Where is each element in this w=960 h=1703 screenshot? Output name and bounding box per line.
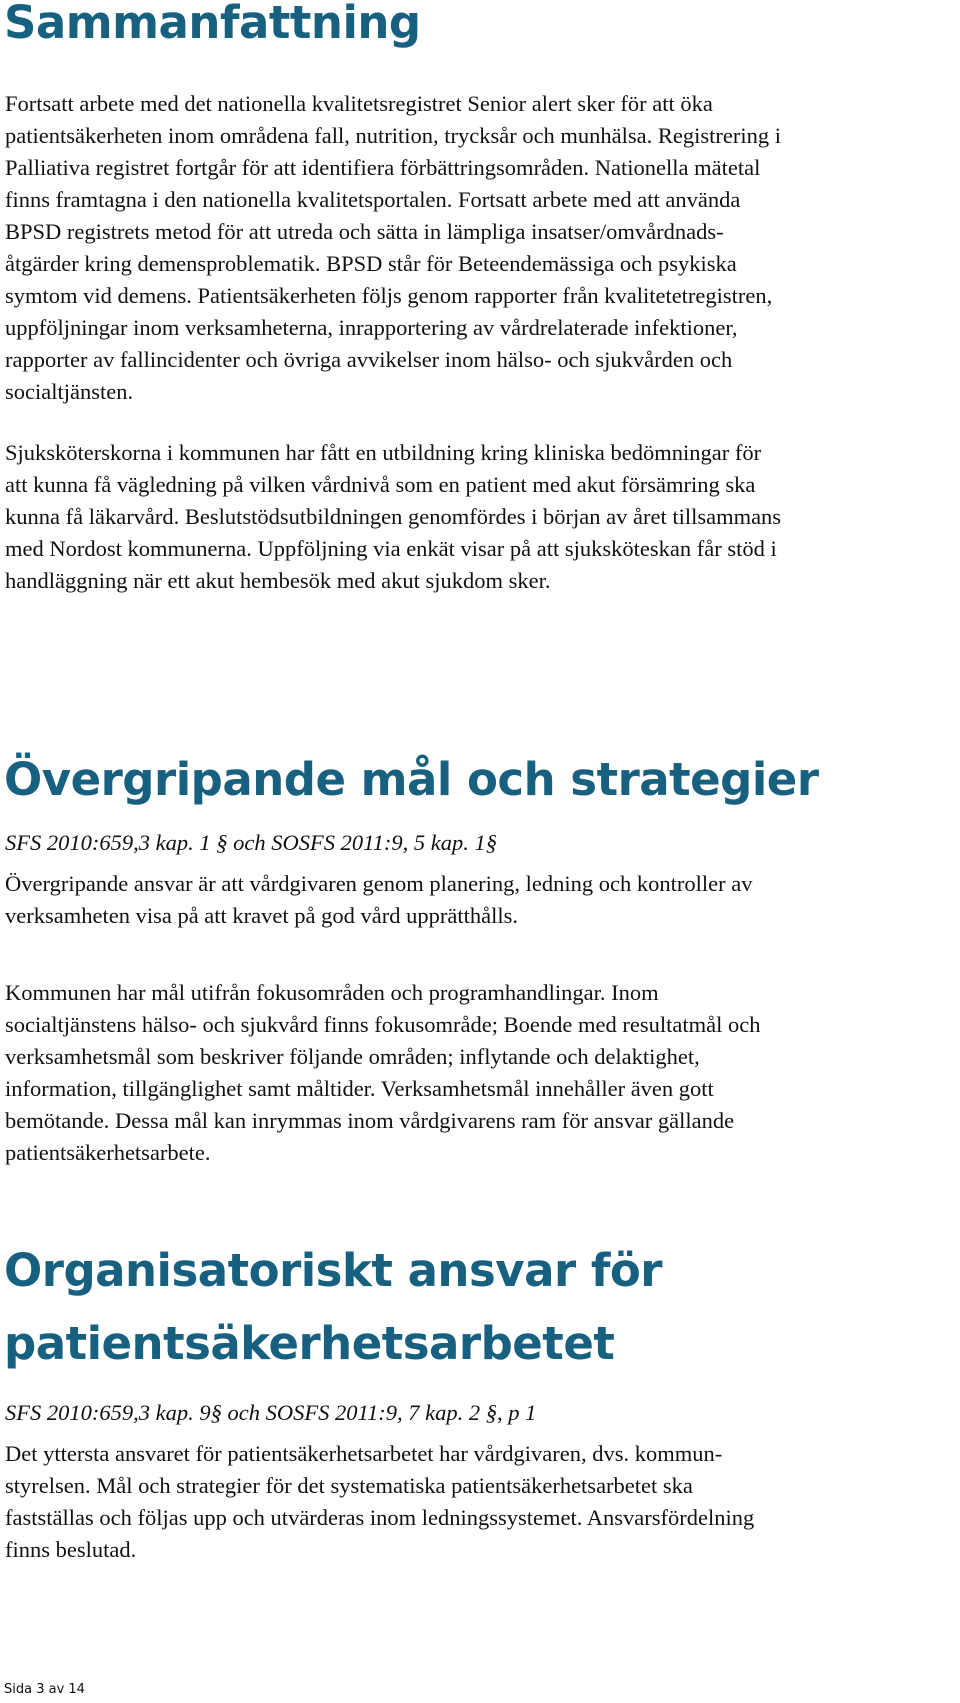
heading-overgripande-mal: Övergripande mål och strategier [4,753,819,806]
page-number: Sida 3 av 14 [4,1682,85,1697]
paragraph-organisation: Det yttersta ansvaret för patientsäkerhetsarbetet har vårdgivaren, dvs. kommun- styrelsen. Mål och strategier för det systematiska patientsäkerhetsarbetet ska fastställas och följas upp och utvärderas inom ledningssystemet. Ansvarsfördelning finns beslutad. [5,1441,755,1562]
legal-reference: SFS 2010:659,3 kap. 9§ och SOSFS 2011:9, 7 kap. 2 §, p 1 [5,1400,537,1425]
paragraph-summary-2: Sjuksköterskorna i kommunen har fått en utbildning kring kliniska bedömningar för att kunna få vägledning på vilken vårdnivå som en patient med akut försämring ska kunna få läkarvård. Beslutstödsutbildningen genomfördes i början av året tillsammans med Nordost kommunerna. Uppföljning via enkät visar på att sjuksköteskan får stöd i handläggning när ett akut hembesök med akut sjukdom sker. [5,440,782,593]
heading-organisatoriskt-ansvar: Organisatoriskt ansvar för patientsäkerhetsarbetet [4,1244,663,1370]
paragraph-goals-2: Kommunen har mål utifrån fokusområden och programhandlingar. Inom socialtjänstens hälso- och sjukvård finns fokusområde; Boende med resultatmål och verksamhetsmål som beskriver följande områden; inflytande och delaktighet, information, tillgänglighet samt måltider. Verksamhetsmål innehåller även gott bemötande. Dessa mål kan inrymmas inom vårdgivarens ram för ansvar gällande patientsäkerhetsarbete. [5,980,761,1165]
paragraph-goals-1: Övergripande ansvar är att vårdgivaren genom planering, ledning och kontroller av verksamheten visa på att kravet på god vård upprätthålls. [5,871,753,928]
paragraph-summary-1: Fortsatt arbete med det nationella kvalitetsregistret Senior alert sker för att öka patientsäkerheten inom områdena fall, nutrition, trycksår och munhälsa. Registrering i Palliativa registret fortgår för att identifiera förbättringsområden. Nationella mätetal finns framtagna i den nationella kvalitetsportalen. Fortsatt arbete med att använda BPSD registrets metod för att utreda och sätta in lämpliga insatser/omvårdnads- åtgärder kring demensproblematik. BPSD står för Beteendemässiga och psykiska symtom vid demens. Patientsäkerheten följs genom rapporter från kvalitetetregistren, uppföljningar inom verksamheterna, inrapportering av vårdrelaterade infektioner, rapporter av fallincidenter och övriga avvikelser inom hälso- och sjukvården och socialtjänsten. [5,91,782,404]
heading-sammanfattning: Sammanfattning [4,0,421,49]
legal-reference: SFS 2010:659,3 kap. 1 § och SOSFS 2011:9, 5 kap. 1§ [5,830,498,855]
